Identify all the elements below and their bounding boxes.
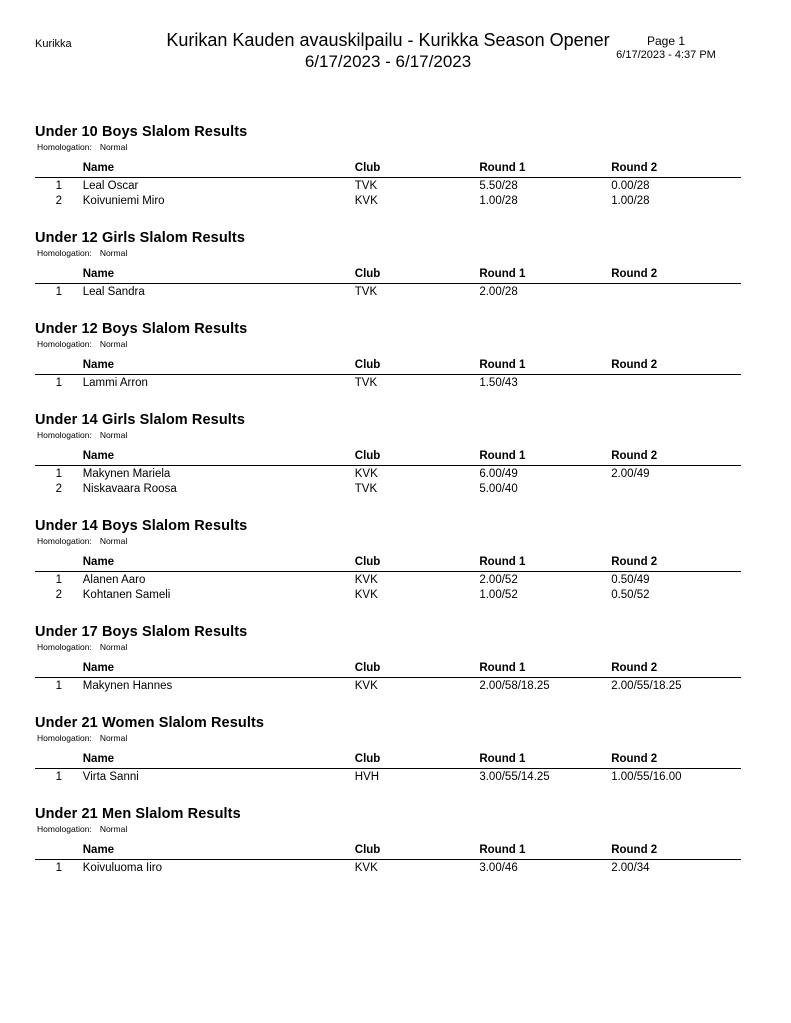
section-title: Under 12 Girls Slalom Results [35,230,245,246]
homologation-value: Normal [99,339,128,349]
cell-place: 1 [55,180,63,192]
column-header-round2: Round 2 [611,359,741,375]
section-title: Under 21 Women Slalom Results [35,715,265,731]
cell-name: Virta Sanni [82,771,139,783]
cell-place: 2 [55,589,63,601]
cell-club: TVK [354,377,378,389]
cell-name: Makynen Hannes [82,680,173,692]
cell-club: KVK [354,574,378,586]
table-row [35,481,741,496]
column-header-name: Name [83,162,355,178]
homologation-line [37,142,741,152]
column-header-round2: Round 2 [611,662,741,678]
column-header-name: Name [83,844,355,860]
column-header-club: Club [355,556,480,572]
cell-place: 1 [55,771,63,783]
column-header-round1: Round 1 [479,450,611,466]
cell-round2: 1.00/55/16.00 [611,771,682,783]
column-header-place [35,359,83,375]
table-row [35,193,741,208]
homologation-line [37,339,741,349]
cell-round1: 2.00/52 [479,574,518,586]
table-row [35,572,741,588]
cell-name: Lammi Arron [82,377,148,389]
section-title: Under 12 Boys Slalom Results [35,321,248,337]
cell-place: 2 [55,195,63,207]
results-section [35,624,741,693]
cell-name: Leal Oscar [82,180,139,192]
cell-name: Kohtanen Sameli [82,589,171,601]
table-header-row [35,359,741,375]
column-header-club: Club [355,662,480,678]
table-row [35,466,741,482]
cell-round2: 0.00/28 [611,180,650,192]
cell-club: KVK [354,195,378,207]
cell-round2 [611,284,741,300]
results-section [35,806,741,875]
column-header-round1: Round 1 [479,359,611,375]
column-header-place [35,753,83,769]
page-header [35,30,741,82]
table-row [35,860,741,876]
homologation-line [37,733,741,743]
header-right-block [591,34,741,62]
homologation-label: Homologation: [37,248,92,258]
results-table [35,162,741,208]
column-header-round1: Round 1 [479,844,611,860]
table-header-row [35,753,741,769]
table-header-row [35,844,741,860]
results-section [35,230,741,299]
column-header-round1: Round 1 [479,268,611,284]
cell-name: Leal Sandra [82,286,145,298]
cell-round1: 2.00/28 [479,286,518,298]
table-row [35,678,741,694]
cell-round2 [611,375,741,391]
table-header-row [35,268,741,284]
column-header-club: Club [355,844,480,860]
cell-club: TVK [354,483,378,495]
cell-club: TVK [354,286,378,298]
column-header-round2: Round 2 [611,844,741,860]
event-title: Kurikan Kauden avauskilpailu - Kurikka Season Opener [166,30,610,50]
cell-round1: 6.00/49 [479,468,518,480]
table-row [35,587,741,602]
homologation-line [37,824,741,834]
cell-round2 [611,481,741,496]
cell-place: 1 [55,862,63,874]
cell-name: Makynen Mariela [82,468,171,480]
cell-name: Koivuluoma Iiro [82,862,163,874]
column-header-place [35,450,83,466]
section-title: Under 14 Boys Slalom Results [35,518,248,534]
results-table [35,556,741,602]
homologation-label: Homologation: [37,339,92,349]
results-table [35,450,741,496]
cell-round2: 1.00/28 [611,195,650,207]
table-row [35,375,741,391]
results-section [35,124,741,208]
homologation-label: Homologation: [37,642,92,652]
results-section [35,715,741,784]
cell-round1: 3.00/46 [479,862,518,874]
section-title: Under 14 Girls Slalom Results [35,412,245,428]
print-timestamp: 6/17/2023 - 4:37 PM [616,49,716,61]
section-title: Under 17 Boys Slalom Results [35,624,248,640]
table-row [35,178,741,194]
results-table [35,844,741,875]
results-section [35,321,741,390]
homologation-line [37,248,741,258]
cell-round1: 2.00/58/18.25 [479,680,550,692]
cell-club: KVK [354,680,378,692]
column-header-name: Name [83,753,355,769]
column-header-round1: Round 1 [479,556,611,572]
column-header-round1: Round 1 [479,162,611,178]
column-header-name: Name [83,450,355,466]
cell-club: HVH [354,771,380,783]
column-header-club: Club [355,450,480,466]
column-header-club: Club [355,359,480,375]
results-section [35,412,741,496]
homologation-value: Normal [99,248,128,258]
homologation-label: Homologation: [37,824,92,834]
column-header-club: Club [355,268,480,284]
cell-round1: 5.50/28 [479,180,518,192]
homologation-label: Homologation: [37,536,92,546]
cell-place: 1 [55,377,63,389]
table-header-row [35,450,741,466]
column-header-name: Name [83,556,355,572]
column-header-round2: Round 2 [611,450,741,466]
cell-round1: 1.00/52 [479,589,518,601]
column-header-club: Club [355,753,480,769]
column-header-round2: Round 2 [611,162,741,178]
results-table [35,268,741,299]
cell-club: KVK [354,589,378,601]
results-section [35,518,741,602]
section-title: Under 10 Boys Slalom Results [35,124,248,140]
homologation-value: Normal [99,824,128,834]
homologation-value: Normal [99,142,128,152]
column-header-place [35,162,83,178]
table-header-row [35,556,741,572]
table-row [35,769,741,785]
column-header-name: Name [83,359,355,375]
table-row [35,284,741,300]
cell-round2: 2.00/34 [611,862,650,874]
cell-round2: 2.00/55/18.25 [611,680,682,692]
column-header-round2: Round 2 [611,268,741,284]
cell-round1: 1.50/43 [479,377,518,389]
cell-place: 1 [55,574,63,586]
column-header-round2: Round 2 [611,556,741,572]
homologation-value: Normal [99,733,128,743]
column-header-round2: Round 2 [611,753,741,769]
page-number: Page 1 [646,34,686,48]
column-header-name: Name [83,268,355,284]
column-header-name: Name [83,662,355,678]
results-table [35,753,741,784]
homologation-value: Normal [99,430,128,440]
cell-name: Koivuniemi Miro [82,195,165,207]
cell-place: 1 [55,680,63,692]
cell-round1: 1.00/28 [479,195,518,207]
cell-round2: 0.50/49 [611,574,650,586]
homologation-line [37,642,741,652]
section-title: Under 21 Men Slalom Results [35,806,241,822]
column-header-place [35,662,83,678]
column-header-place [35,268,83,284]
homologation-value: Normal [99,536,128,546]
column-header-round1: Round 1 [479,662,611,678]
homologation-label: Homologation: [37,733,92,743]
cell-club: TVK [354,180,378,192]
cell-place: 1 [55,286,63,298]
homologation-line [37,430,741,440]
table-header-row [35,662,741,678]
cell-round1: 5.00/40 [479,483,518,495]
table-header-row [35,162,741,178]
column-header-round1: Round 1 [479,753,611,769]
homologation-label: Homologation: [37,142,92,152]
homologation-line [37,536,741,546]
organizer-name: Kurikka [35,38,72,50]
cell-name: Alanen Aaro [82,574,146,586]
cell-round2: 2.00/49 [611,468,650,480]
column-header-place [35,556,83,572]
column-header-place [35,844,83,860]
cell-club: KVK [354,862,378,874]
results-table [35,359,741,390]
event-dates: 6/17/2023 - 6/17/2023 [304,52,472,71]
results-sections [35,124,741,875]
column-header-club: Club [355,162,480,178]
cell-name: Niskavaara Roosa [82,483,177,495]
cell-club: KVK [354,468,378,480]
cell-place: 2 [55,483,63,495]
cell-round1: 3.00/55/14.25 [479,771,550,783]
cell-round2: 0.50/52 [611,589,650,601]
cell-place: 1 [55,468,63,480]
homologation-label: Homologation: [37,430,92,440]
results-table [35,662,741,693]
homologation-value: Normal [99,642,128,652]
